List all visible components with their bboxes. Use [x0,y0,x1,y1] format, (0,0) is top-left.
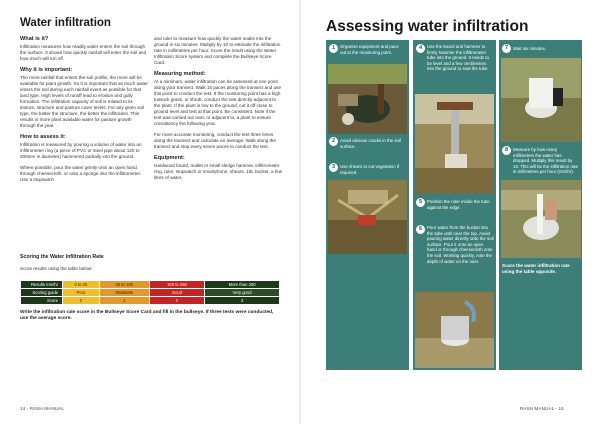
equipment-text: Hardwood board, mallet or small sledge hammer, infiltrometer ring, ruler, stopwatch or smartphone, shears, 10L bucket, a few litres of water. [154,163,283,180]
step-4-number: 4 [416,44,425,53]
score-3: 3 [205,297,280,305]
why-heading: Why it is important: [20,67,73,73]
method-heading: Measuring method: [154,71,206,77]
step-2-number: 2 [329,137,338,146]
col2-text-1: and ruler to measure how quickly the water soaks into the ground in six minutes. Multiply by 10 to estimate the infiltration rate in millimetres per hour. Score the result using the Water Infiltration Score system and complete the Bullseye Score Card. [154,36,281,65]
result-good: 100 to 250 [149,281,204,289]
step-6-number: 6 [416,225,425,234]
step-8-text: Measure by how many millimetres the water has dropped. Multiply this result by 10. This will be the infiltration rate in millimetres per hour (mm/hr). [513,147,579,175]
step-3-number: 3 [329,163,338,172]
steps-summary: Score the water infiltration rate using the table opposite. [502,263,570,274]
step-8-number: 8 [502,146,511,155]
score-note: Score results using the table below: [20,266,93,271]
row-label-score: Score [21,297,63,305]
right-footer: RASH MANUAL - 15 [520,406,564,411]
score-heading: Scoring the Water Infiltration Rate [20,254,104,260]
what-text: Infiltration measures how readily water enters the soil through the surface. It shows how quickly rainfall will enter the soil and how much will run off. [20,44,147,61]
photo-measuring [501,180,581,258]
result-moderate: 25 to 100 [99,281,149,289]
right-page-title: Assessing water infiltration [326,18,529,35]
photo-hammer [415,94,494,194]
guide-very-good: Very good [205,289,280,297]
step-7-number: 7 [502,44,511,53]
score-2: 2 [149,297,204,305]
step-4-text: Use the board and hammer to firmly hammer the infiltrometer tube into the ground. It needs to be level and a few centimetres into the ground to seal the tube. [427,44,490,72]
photo-waiting [501,58,581,142]
method-text-2: For more accurate monitoring, conduct the test three times along the transect and calculate an average. Walk along the transect and stop every seven paces to conduct the test. [154,132,276,149]
photo-shears [328,180,407,254]
score-1: 1 [99,297,149,305]
step-7-text: Wait six minutes. [513,46,547,51]
step-1-text: Organise equipment and pace out to the monitoring point. [340,44,399,55]
left-column-1 [20,36,148,186]
result-very-good: More than 250 [205,281,280,289]
left-column-2 [154,36,282,186]
step-2-text: Avoid obvious cracks in the soil surface. [340,138,401,149]
guide-moderate: Moderate [99,289,149,297]
table-row [21,281,280,289]
left-page-title: Water infiltration [20,17,111,29]
guide-good: Good [149,289,204,297]
step-5-number: 5 [416,198,425,207]
why-text: The more rainfall that enters the soil profile, the more will be available for plant growth. So it is important that as much water enters the soil during each rainfall event as possible for that land type. High levels of runoff lead to erosion and gully formation. The infiltration capacity of soil is related to its texture, structure and pasture cover levels. For any given soil type, the better the structure, the better the infiltration. This results in more plant available water for pasture growth through the year. [20,75,148,128]
method-text-1: At a minimum, water infiltration can be assessed at one point along your transect. Walk 15 paces along the transect and use this point to conduct the test. If the monitoring point has a high tussock grass, or shrub, conduct the test directly adjacent to the plant. If the plant is low to the ground, cut it off close to ground level and test at that point. Be consistent. Note if the test was carried out over, or adjacent to, a plant to ensure consistency the following year. [154,79,281,126]
row-label-results: Results mm/hr [21,281,63,289]
equipment-heading: Equipment: [154,155,185,161]
score-0: 0 [63,297,100,305]
row-label-guide: Scoring guide [21,289,63,297]
guide-poor: Poor [63,289,100,297]
result-poor: 0 to 25 [63,281,100,289]
how-text-1: Infiltration is measured by pouring a volume of water into an infiltrometer ring (a piece of PVC or steel pipe about 120 to 200mm in diameter) hammered partially into the ground. [20,142,142,159]
table-row [21,297,280,305]
how-heading: How to assess it: [20,134,66,140]
page-gutter [299,0,301,424]
what-heading: What is it? [20,36,49,42]
step-3-text: Use shears to cut vegetation if required. [340,164,400,175]
how-text-2: Where possible, pour the water gently onto an open hand, through cheesecloth, or onto a sponge into the infiltrometer. Use a stopwatch [20,165,142,182]
left-footer: 14 - RASH MANUAL [20,406,64,411]
score-instructions: Write the infiltration rate score in the Bullseye Score Card and fill in the bullseye. If three tests were conducted, use the average score. [20,310,274,321]
photo-equipment [328,64,407,134]
step-6-text: Pour water from the bucket into the tube until near the top. Avoid pouring water directly onto the soil surface. Pour it onto an open hand or through cheesecloth onto the soil. Working quickly, note the depth of water on the ruler. [427,225,494,264]
photo-pouring [415,292,494,368]
score-table [20,280,280,305]
table-row [21,289,280,297]
step-5-text: Position the ruler inside the tube against the edge. [427,199,490,210]
step-1-number: 1 [329,44,338,53]
